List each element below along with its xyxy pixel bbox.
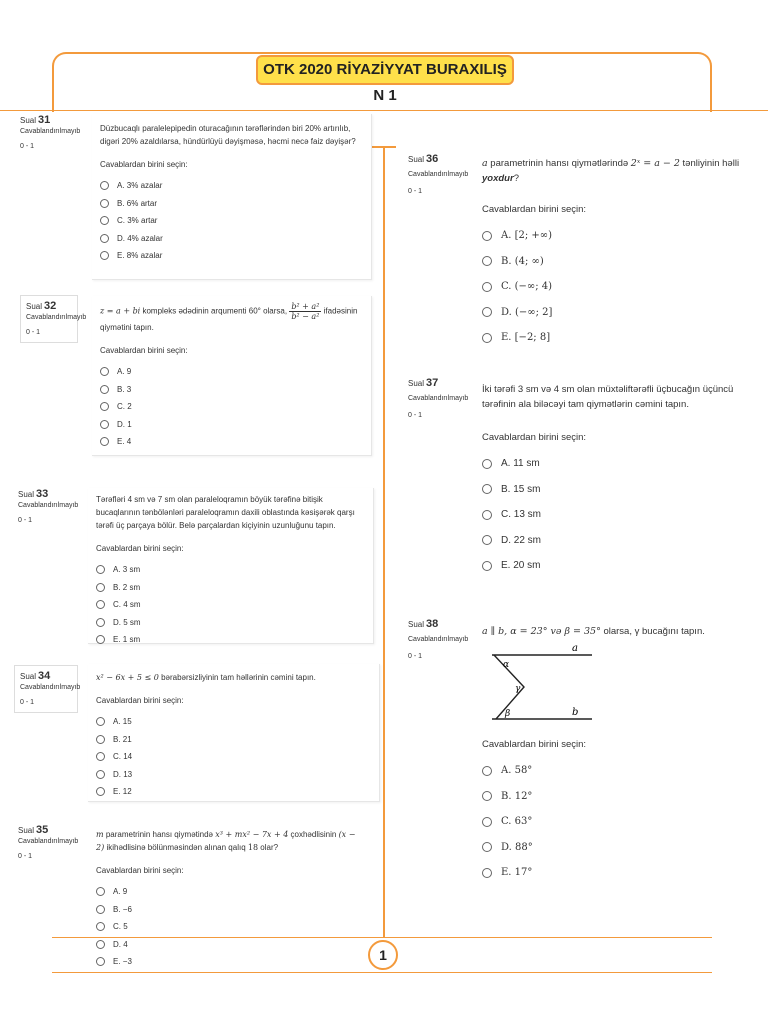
question-37 <box>482 382 754 582</box>
divisor: (x − 2) <box>96 830 356 852</box>
text-part: çoxhədlisinin <box>288 830 339 839</box>
radio-button[interactable] <box>100 385 109 394</box>
option-label: E. 1 sm <box>113 635 141 645</box>
option-label: D. 1 <box>117 419 132 429</box>
answer-option-c[interactable] <box>482 809 758 835</box>
question-38 <box>482 624 758 894</box>
answer-option-d[interactable] <box>100 416 361 434</box>
radio-button[interactable] <box>96 565 105 574</box>
fraction <box>289 302 321 321</box>
question-label: Sual <box>408 155 425 164</box>
option-label: B. −6 <box>113 904 132 914</box>
text-part: parametrinin hansı qiymətlərində <box>487 158 631 169</box>
answer-option-b[interactable] <box>96 579 365 597</box>
option-label: C. (−∞; 4) <box>501 281 553 293</box>
radio-button[interactable] <box>96 735 105 744</box>
option-label: A. 9 <box>117 367 132 377</box>
option-label: A. [2; +∞) <box>501 230 553 242</box>
question-score: 0 - 1 <box>20 143 35 150</box>
answer-option-d[interactable] <box>482 835 758 861</box>
radio-button[interactable] <box>482 842 492 852</box>
answer-option-c[interactable] <box>100 212 361 230</box>
radio-button[interactable] <box>482 791 492 801</box>
radio-button[interactable] <box>96 957 105 966</box>
option-label: C. 3% artar <box>117 216 158 226</box>
radio-button[interactable] <box>96 787 105 796</box>
equation: 2ˣ = a − 2 <box>630 158 680 169</box>
answer-option-d[interactable] <box>482 300 758 326</box>
question-label: Sual <box>18 826 35 835</box>
text-part: ? <box>513 173 519 184</box>
answer-option-c[interactable] <box>96 748 371 766</box>
question-status: Cavablandırılmayıb <box>408 636 469 643</box>
option-label: E. 12 <box>113 787 132 797</box>
answer-option-e[interactable] <box>482 553 754 579</box>
radio-button[interactable] <box>96 618 105 627</box>
option-label: A. 11 sm <box>501 458 540 470</box>
question-status: Cavablandırılmayıb <box>20 128 81 135</box>
option-label: E. 4 <box>117 437 132 447</box>
question-number: 34 <box>37 670 51 682</box>
answer-prompt: Cavablardan birini seçin: <box>96 696 184 705</box>
answer-option-d[interactable] <box>482 528 754 554</box>
question-info-34 <box>14 665 81 713</box>
question-info-38 <box>408 618 478 660</box>
text-part: olar? <box>258 843 279 852</box>
column-divider <box>383 148 385 938</box>
radio-button[interactable] <box>482 868 492 878</box>
question-text: Tərəfləri 4 sm və 7 sm olan paraleloqramın böyük tərəfinə bitişik bucaqlarının tənbölənləri paraleloqramın daxili oblastında kəsişərək qarşı tərəfi üç parçaya bölür. Belə parçalardan kiçiyinin uzunluğunu tapın. <box>96 495 355 530</box>
question-score: 0 - 1 <box>408 653 423 660</box>
text-part: bərabərsizliyinin tam həllərinin cəmini tapın. <box>158 673 316 682</box>
answer-option-e[interactable] <box>96 631 365 649</box>
question-text: Düzbucaqlı paralelepipedin oturacağının tərəflərindən biri 20% artırılıb, digəri 20% azaldılarsa, hündürlüyü dəyişməsə, həcmi necə faiz dəyişər? <box>100 124 356 146</box>
radio-button[interactable] <box>482 282 492 292</box>
answer-option-a[interactable] <box>96 713 371 731</box>
question-36 <box>482 156 758 344</box>
option-label: E. [−2; 8] <box>501 332 551 344</box>
label-b: b <box>572 707 579 718</box>
page-number: 1 <box>368 940 398 970</box>
radio-button[interactable] <box>482 510 492 520</box>
answer-option-d[interactable] <box>96 936 366 954</box>
answer-option-b[interactable] <box>100 195 361 213</box>
radio-button[interactable] <box>482 307 492 317</box>
question-info-33 <box>18 488 82 524</box>
question-text <box>100 302 361 334</box>
answer-option-b[interactable] <box>482 477 754 503</box>
radio-button[interactable] <box>96 717 105 726</box>
radio-button[interactable] <box>100 420 109 429</box>
question-status: Cavablandırılmayıb <box>18 838 79 845</box>
question-number: 31 <box>37 114 51 126</box>
question-text <box>482 624 758 639</box>
question-33 <box>88 488 374 644</box>
radio-button[interactable] <box>100 367 109 376</box>
answer-option-a[interactable] <box>100 363 361 381</box>
answer-option-e[interactable] <box>100 433 361 451</box>
radio-button[interactable] <box>100 181 109 190</box>
answer-prompt: Cavablardan birini seçin: <box>100 346 188 355</box>
option-label: D. 4% azalar <box>117 233 163 243</box>
question-34 <box>88 664 380 802</box>
option-label: C. 63° <box>501 816 533 828</box>
condition: a ∥ b, α = 23° və β = 35° <box>482 626 601 637</box>
option-label: D. 5 sm <box>113 617 141 627</box>
radio-button[interactable] <box>96 905 105 914</box>
answer-option-d[interactable] <box>100 230 361 248</box>
answer-option-b[interactable] <box>96 731 371 749</box>
text-part: kompleks ədədinin arqumenti 60° olarsa, <box>140 306 290 316</box>
question-31 <box>92 114 372 280</box>
var-m: m <box>96 830 104 839</box>
answer-option-c[interactable] <box>482 502 754 528</box>
question-score: 0 - 1 <box>408 188 423 195</box>
radio-button[interactable] <box>482 535 492 545</box>
radio-button[interactable] <box>96 600 105 609</box>
polynomial: x³ + mx² − 7x + 4 <box>215 830 289 839</box>
answer-option-b[interactable] <box>482 249 758 275</box>
question-number: 37 <box>425 377 439 389</box>
option-label: D. 22 sm <box>501 534 542 546</box>
option-label: E. 8% azalar <box>117 251 163 261</box>
fraction-denominator: b² − a² <box>291 312 320 321</box>
option-label: D. (−∞; 2] <box>501 306 553 318</box>
question-label: Sual <box>26 302 43 311</box>
question-label: Sual <box>408 379 425 388</box>
radio-button[interactable] <box>482 484 492 494</box>
radio-button[interactable] <box>100 402 109 411</box>
radio-button[interactable] <box>482 459 492 469</box>
option-label: C. 5 <box>113 922 128 932</box>
question-text <box>482 156 758 186</box>
text-part: ifadəsinin qiymətini tapın. <box>100 306 358 332</box>
radio-button[interactable] <box>96 940 105 949</box>
question-label: Sual <box>20 672 37 681</box>
question-label: Sual <box>20 116 37 125</box>
question-number: 36 <box>425 153 439 165</box>
answer-option-a[interactable] <box>100 177 361 195</box>
answer-prompt: Cavablardan birini seçin: <box>482 432 587 443</box>
radio-button[interactable] <box>100 251 109 260</box>
question-info-37 <box>408 377 478 419</box>
answer-option-e[interactable] <box>96 783 371 801</box>
radio-button[interactable] <box>482 333 492 343</box>
label-a: a <box>572 643 578 654</box>
question-32 <box>92 296 372 456</box>
question-status: Cavablandırılmayıb <box>26 314 87 321</box>
question-score: 0 - 1 <box>18 853 33 860</box>
question-text <box>96 671 371 684</box>
radio-button[interactable] <box>96 752 105 761</box>
option-label: A. 15 <box>113 717 132 727</box>
text-part: ikihədlisinə bölünməsindən alınan qalıq <box>104 843 248 852</box>
page-title: OTK 2020 RİYAZİYYAT BURAXILIŞ N 1 <box>256 55 514 85</box>
answer-option-e[interactable] <box>100 247 361 265</box>
question-text: İki tərəfi 3 sm və 4 sm olan müxtəliftərəfli üçbucağın üçüncü tərəfinin ala biləcəyi tam qiymətlərin cəmini tapın. <box>482 384 734 410</box>
option-label: C. 13 sm <box>501 509 542 521</box>
question-score: 0 - 1 <box>408 412 423 419</box>
label-gamma: γ <box>515 684 521 694</box>
inequality: x² − 6x + 5 ≤ 0 <box>96 673 159 682</box>
question-35 <box>88 826 374 966</box>
question-info-32 <box>20 295 87 343</box>
radio-button[interactable] <box>482 561 492 571</box>
option-label: A. 3% azalar <box>117 181 163 191</box>
emphasis: yoxdur <box>482 173 514 184</box>
answer-option-b[interactable] <box>96 901 366 919</box>
label-alpha: α <box>503 660 510 670</box>
answer-option-a[interactable] <box>96 883 366 901</box>
option-label: D. 4 <box>113 939 128 949</box>
radio-button[interactable] <box>100 216 109 225</box>
answer-prompt: Cavablardan birini seçin: <box>96 544 184 553</box>
var-a: a <box>482 158 488 169</box>
question-number: 32 <box>43 300 57 312</box>
option-label: B. 6% artar <box>117 198 158 208</box>
option-label: E. 20 sm <box>501 560 541 572</box>
answer-option-c[interactable] <box>96 918 366 936</box>
question-number: 33 <box>35 488 49 500</box>
answer-prompt: Cavablardan birini seçin: <box>96 866 184 875</box>
option-label: C. 4 sm <box>113 600 141 610</box>
option-label: D. 13 <box>113 769 133 779</box>
option-label: A. 9 <box>113 887 128 897</box>
question-number: 35 <box>35 824 49 836</box>
question-score: 0 - 1 <box>18 517 33 524</box>
text-part: olarsa, γ bucağını tapın. <box>600 626 705 637</box>
answer-option-d[interactable] <box>96 614 365 632</box>
answer-option-a[interactable] <box>482 223 758 249</box>
question-info-36 <box>408 153 478 195</box>
header-rule <box>0 110 768 111</box>
answer-option-c[interactable] <box>96 596 365 614</box>
option-label: C. 2 <box>117 402 132 412</box>
radio-button[interactable] <box>482 256 492 266</box>
question-status: Cavablandırılmayıb <box>408 395 469 402</box>
answer-prompt: Cavablardan birini seçin: <box>100 160 188 169</box>
radio-button[interactable] <box>482 817 492 827</box>
option-label: A. 58° <box>501 765 533 777</box>
question-label: Sual <box>408 620 425 629</box>
radio-button[interactable] <box>96 583 105 592</box>
fraction-numerator: b² + a² <box>291 302 320 311</box>
answer-option-e[interactable] <box>482 860 758 886</box>
question-number: 38 <box>425 618 439 630</box>
question-info-31 <box>20 114 84 150</box>
radio-button[interactable] <box>482 766 492 776</box>
question-score: 0 - 1 <box>20 699 35 706</box>
option-label: B. 12° <box>501 790 533 802</box>
option-label: B. 21 <box>113 734 132 744</box>
label-beta: β <box>505 709 511 719</box>
formula-z: z = a + bi <box>100 306 141 316</box>
answer-option-d[interactable] <box>96 766 371 784</box>
question-status: Cavablandırılmayıb <box>18 502 79 509</box>
answer-option-a[interactable] <box>482 451 754 477</box>
option-label: B. 2 sm <box>113 582 141 592</box>
option-label: E. −3 <box>113 957 132 967</box>
answer-option-e[interactable] <box>96 953 366 971</box>
footer-rule-bottom <box>52 972 712 973</box>
angle-figure <box>488 645 598 727</box>
radio-button[interactable] <box>96 887 105 896</box>
answer-option-b[interactable] <box>100 381 361 399</box>
radio-button[interactable] <box>100 234 109 243</box>
answer-option-a[interactable] <box>482 758 758 784</box>
option-label: E. 17° <box>501 867 533 879</box>
option-label: B. (4; ∞) <box>501 255 544 267</box>
option-label: D. 88° <box>501 841 533 853</box>
question-score: 0 - 1 <box>26 329 41 336</box>
question-label: Sual <box>18 490 35 499</box>
question-info-35 <box>18 824 82 860</box>
answer-option-c[interactable] <box>482 274 758 300</box>
radio-button[interactable] <box>100 437 109 446</box>
text-part: parametrinin hansı qiymətində <box>103 830 216 839</box>
question-text <box>96 828 366 854</box>
radio-button[interactable] <box>96 635 105 644</box>
answer-option-a[interactable] <box>96 561 365 579</box>
option-label: C. 14 <box>113 752 133 762</box>
radio-button[interactable] <box>96 770 105 779</box>
question-status: Cavablandırılmayıb <box>408 171 469 178</box>
answer-prompt: Cavablardan birini seçin: <box>482 739 587 750</box>
option-label: B. 3 <box>117 384 132 394</box>
radio-button[interactable] <box>100 199 109 208</box>
answer-option-c[interactable] <box>100 398 361 416</box>
answer-option-e[interactable] <box>482 325 758 351</box>
question-status: Cavablandırılmayıb <box>20 684 81 691</box>
radio-button[interactable] <box>482 231 492 241</box>
answer-option-b[interactable] <box>482 784 758 810</box>
radio-button[interactable] <box>96 922 105 931</box>
text-part: tənliyinin həlli <box>679 158 740 169</box>
option-label: B. 15 sm <box>501 483 541 495</box>
remainder: 18 <box>247 843 259 852</box>
answer-prompt: Cavablardan birini seçin: <box>482 204 587 215</box>
option-label: A. 3 sm <box>113 565 141 575</box>
